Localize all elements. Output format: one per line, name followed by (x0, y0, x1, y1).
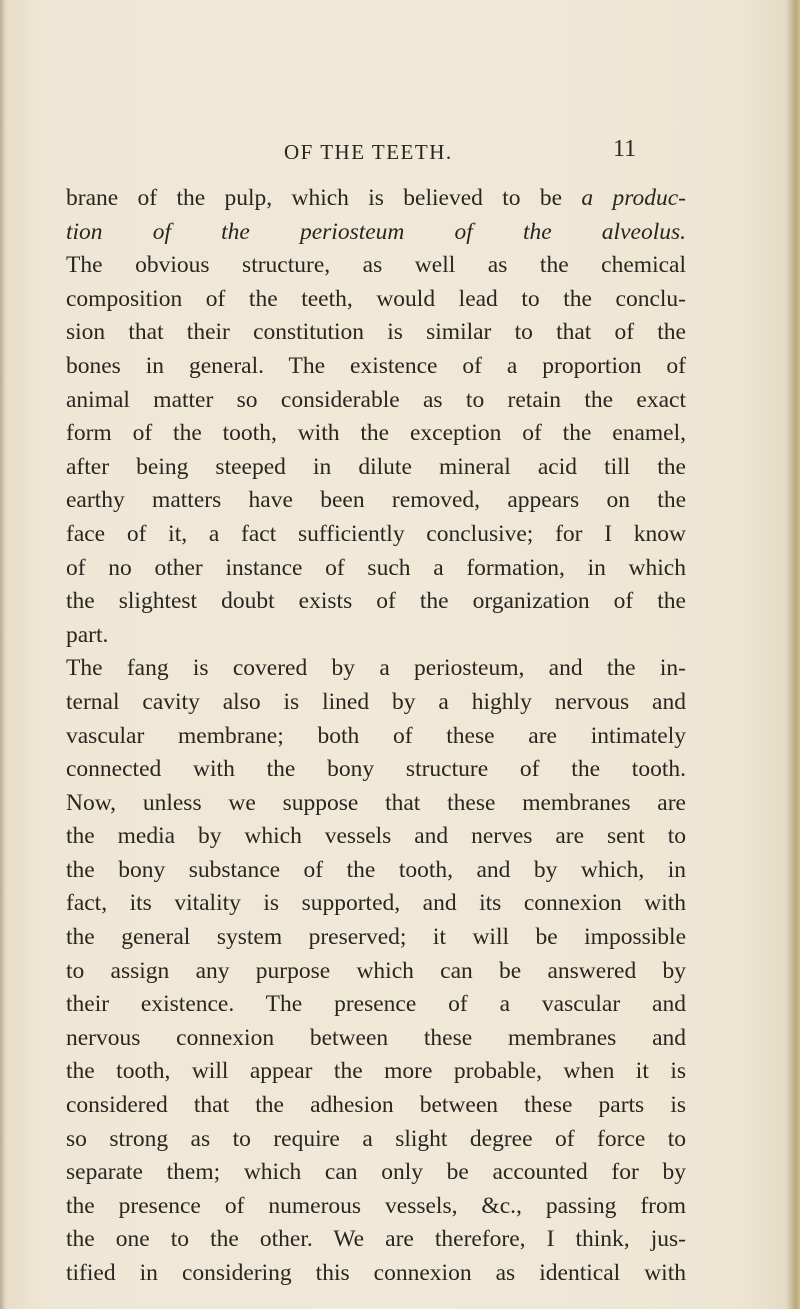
text-line: ternal cavity also is lined by a highly nervous and (66, 688, 686, 715)
text-line: separate them; which can only be accounted for by (66, 1159, 686, 1186)
text-line: the slightest doubt exists of the organization of the (66, 588, 686, 615)
text-line: so strong as to require a slight degree of force to (66, 1125, 686, 1152)
text-line: after being steeped in dilute mineral acid till the (66, 453, 686, 480)
text-line: tion of the periosteum of the alveolus. (66, 218, 686, 245)
page-number: 11 (613, 136, 637, 162)
text-line: the general system preserved; it will be impossible (66, 924, 686, 951)
text-line: form of the tooth, with the exception of the enamel, (66, 420, 686, 447)
text-line: composition of the teeth, would lead to the conclu- (66, 285, 686, 312)
running-title: OF THE TEETH. (284, 140, 453, 164)
text-line: connected with the bony structure of the tooth. (66, 756, 686, 783)
text-line: sion that their constitution is similar to that of the (66, 319, 686, 346)
text-line: The obvious structure, as well as the chemical (66, 252, 686, 279)
text-line: the bony substance of the tooth, and by which, in (66, 856, 686, 883)
text-line: nervous connexion between these membranes and (66, 1024, 686, 1051)
text-line: animal matter so considerable as to retain the exact (66, 386, 686, 413)
text-line: tified in considering this connexion as identical with (66, 1260, 686, 1286)
text-line: brane of the pulp, which is believed to be a produc- (66, 185, 686, 211)
text-line: the tooth, will appear the more probable, when it is (66, 1058, 686, 1085)
text-line: their existence. The presence of a vascular and (66, 991, 686, 1018)
text-line: The fang is covered by a periosteum, and the in- (66, 655, 686, 682)
text-line: the presence of numerous vessels, &c., passing from (66, 1192, 686, 1219)
page-edge (786, 0, 800, 1309)
text-line: fact, its vitality is supported, and its connexion with (66, 890, 686, 917)
text-line: earthy matters have been removed, appears on the (66, 487, 686, 514)
body-text (66, 182, 686, 1291)
text-line: of no other instance of such a formation, in which (66, 554, 686, 581)
text-line: considered that the adhesion between these parts is (66, 1092, 686, 1119)
text-line: bones in general. The existence of a proportion of (66, 352, 686, 379)
text-line: the one to the other. We are therefore, I think, jus- (66, 1226, 686, 1253)
text-line: to assign any purpose which can be answered by (66, 957, 686, 984)
page-header (0, 136, 800, 170)
text-line: the media by which vessels and nerves are sent to (66, 823, 686, 850)
text-line: vascular membrane; both of these are intimately (66, 722, 686, 749)
page-gutter-shadow (0, 0, 6, 1309)
text-line: face of it, a fact sufficiently conclusive; for I know (66, 520, 686, 547)
text-line: part. (66, 621, 109, 648)
text-line: Now, unless we suppose that these membranes are (66, 789, 686, 816)
